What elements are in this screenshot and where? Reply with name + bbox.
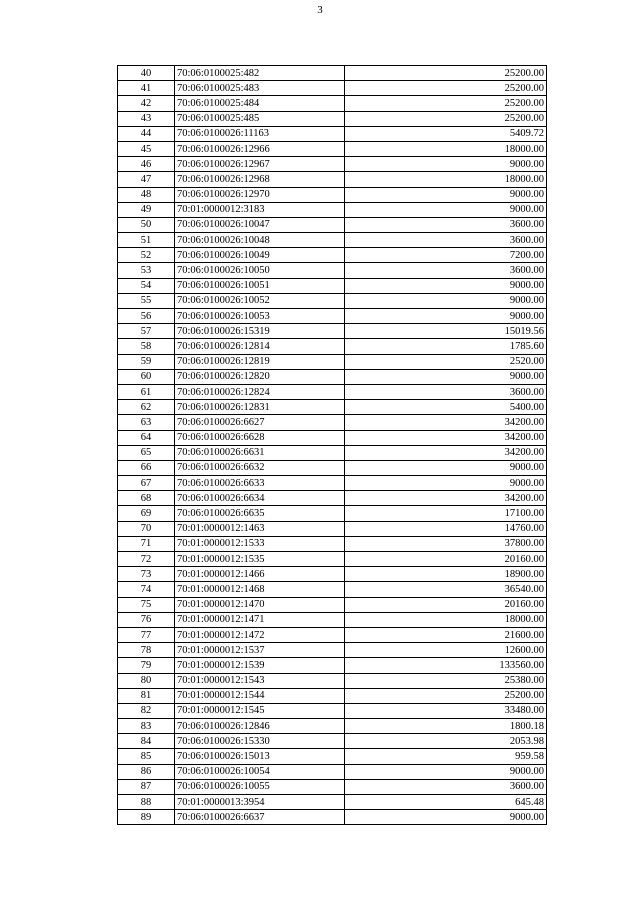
row-number-cell: 73 xyxy=(118,567,175,582)
value-cell: 9000.00 xyxy=(345,278,547,293)
cadastral-number-cell: 70:01:0000012:1472 xyxy=(175,627,345,642)
row-number-cell: 64 xyxy=(118,430,175,445)
cadastral-number-cell: 70:06:0100026:10047 xyxy=(175,217,345,232)
value-cell: 3600.00 xyxy=(345,217,547,232)
value-cell: 9000.00 xyxy=(345,187,547,202)
value-cell: 34200.00 xyxy=(345,491,547,506)
value-cell: 9000.00 xyxy=(345,476,547,491)
table-row xyxy=(118,111,547,126)
value-cell: 18000.00 xyxy=(345,172,547,187)
table-row xyxy=(118,126,547,141)
row-number-cell: 50 xyxy=(118,217,175,232)
cadastral-number-cell: 70:01:0000012:1544 xyxy=(175,688,345,703)
table-row xyxy=(118,96,547,111)
table-row xyxy=(118,567,547,582)
cadastral-number-cell: 70:01:0000012:1537 xyxy=(175,643,345,658)
table-row xyxy=(118,248,547,263)
value-cell: 9000.00 xyxy=(345,309,547,324)
value-cell: 5400.00 xyxy=(345,400,547,415)
table-row xyxy=(118,597,547,612)
row-number-cell: 63 xyxy=(118,415,175,430)
cadastral-number-cell: 70:06:0100026:10054 xyxy=(175,764,345,779)
row-number-cell: 45 xyxy=(118,141,175,156)
cadastral-number-cell: 70:01:0000012:1466 xyxy=(175,567,345,582)
cadastral-number-cell: 70:06:0100025:482 xyxy=(175,66,345,81)
row-number-cell: 60 xyxy=(118,369,175,384)
cadastral-number-cell: 70:06:0100025:484 xyxy=(175,96,345,111)
table-row xyxy=(118,354,547,369)
value-cell: 25200.00 xyxy=(345,688,547,703)
row-number-cell: 43 xyxy=(118,111,175,126)
value-cell: 18900.00 xyxy=(345,567,547,582)
table-row xyxy=(118,369,547,384)
value-cell: 2053.98 xyxy=(345,734,547,749)
table-row xyxy=(118,263,547,278)
cadastral-number-cell: 70:06:0100026:6633 xyxy=(175,476,345,491)
value-cell: 25200.00 xyxy=(345,81,547,96)
table-row xyxy=(118,643,547,658)
table-row xyxy=(118,202,547,217)
value-cell: 34200.00 xyxy=(345,415,547,430)
cadastral-number-cell: 70:01:0000012:1543 xyxy=(175,673,345,688)
table-row xyxy=(118,384,547,399)
table-row xyxy=(118,582,547,597)
cadastral-number-cell: 70:01:0000012:1468 xyxy=(175,582,345,597)
value-cell: 9000.00 xyxy=(345,460,547,475)
value-cell: 15019.56 xyxy=(345,324,547,339)
row-number-cell: 57 xyxy=(118,324,175,339)
row-number-cell: 71 xyxy=(118,536,175,551)
cadastral-number-cell: 70:06:0100026:12820 xyxy=(175,369,345,384)
cadastral-number-cell: 70:06:0100026:10051 xyxy=(175,278,345,293)
cadastral-number-cell: 70:06:0100026:6637 xyxy=(175,810,345,825)
row-number-cell: 70 xyxy=(118,521,175,536)
cadastral-number-cell: 70:06:0100026:6628 xyxy=(175,430,345,445)
table-row xyxy=(118,476,547,491)
value-cell: 3600.00 xyxy=(345,384,547,399)
row-number-cell: 61 xyxy=(118,384,175,399)
row-number-cell: 41 xyxy=(118,81,175,96)
row-number-cell: 83 xyxy=(118,719,175,734)
row-number-cell: 77 xyxy=(118,627,175,642)
cadastral-number-cell: 70:06:0100026:15013 xyxy=(175,749,345,764)
row-number-cell: 87 xyxy=(118,779,175,794)
table-row xyxy=(118,749,547,764)
value-cell: 21600.00 xyxy=(345,627,547,642)
row-number-cell: 81 xyxy=(118,688,175,703)
row-number-cell: 69 xyxy=(118,506,175,521)
row-number-cell: 84 xyxy=(118,734,175,749)
value-cell: 959.58 xyxy=(345,749,547,764)
row-number-cell: 78 xyxy=(118,643,175,658)
cadastral-number-cell: 70:06:0100026:15319 xyxy=(175,324,345,339)
cadastral-number-cell: 70:06:0100025:485 xyxy=(175,111,345,126)
cadastral-number-cell: 70:06:0100026:10049 xyxy=(175,248,345,263)
row-number-cell: 55 xyxy=(118,293,175,308)
value-cell: 20160.00 xyxy=(345,597,547,612)
row-number-cell: 52 xyxy=(118,248,175,263)
table-row xyxy=(118,293,547,308)
cadastral-number-cell: 70:06:0100025:483 xyxy=(175,81,345,96)
table-row xyxy=(118,764,547,779)
cadastral-number-cell: 70:06:0100026:11163 xyxy=(175,126,345,141)
table-row xyxy=(118,460,547,475)
table-row xyxy=(118,491,547,506)
value-cell: 1785.60 xyxy=(345,339,547,354)
table-row xyxy=(118,536,547,551)
value-cell: 37800.00 xyxy=(345,536,547,551)
value-cell: 25200.00 xyxy=(345,111,547,126)
cadastral-number-cell: 70:06:0100026:12831 xyxy=(175,400,345,415)
table-row xyxy=(118,795,547,810)
table-row xyxy=(118,612,547,627)
table-row xyxy=(118,673,547,688)
table-row xyxy=(118,430,547,445)
row-number-cell: 54 xyxy=(118,278,175,293)
value-cell: 34200.00 xyxy=(345,445,547,460)
table-row xyxy=(118,627,547,642)
value-cell: 3600.00 xyxy=(345,263,547,278)
cadastral-number-cell: 70:06:0100026:12819 xyxy=(175,354,345,369)
table-row xyxy=(118,779,547,794)
value-cell: 34200.00 xyxy=(345,430,547,445)
row-number-cell: 40 xyxy=(118,66,175,81)
cadastral-number-cell: 70:06:0100026:12846 xyxy=(175,719,345,734)
cadastral-number-cell: 70:06:0100026:12814 xyxy=(175,339,345,354)
value-cell: 645.48 xyxy=(345,795,547,810)
cadastral-number-cell: 70:06:0100026:6627 xyxy=(175,415,345,430)
cadastral-number-cell: 70:01:0000012:1471 xyxy=(175,612,345,627)
table-row xyxy=(118,278,547,293)
row-number-cell: 67 xyxy=(118,476,175,491)
cadastral-number-cell: 70:06:0100026:10053 xyxy=(175,309,345,324)
cadastral-table xyxy=(117,65,547,825)
cadastral-number-cell: 70:01:0000012:1533 xyxy=(175,536,345,551)
row-number-cell: 68 xyxy=(118,491,175,506)
table-row xyxy=(118,309,547,324)
cadastral-number-cell: 70:06:0100026:12966 xyxy=(175,141,345,156)
row-number-cell: 42 xyxy=(118,96,175,111)
cadastral-number-cell: 70:06:0100026:12824 xyxy=(175,384,345,399)
table-row xyxy=(118,324,547,339)
table-row xyxy=(118,521,547,536)
row-number-cell: 46 xyxy=(118,157,175,172)
table-row xyxy=(118,703,547,718)
row-number-cell: 75 xyxy=(118,597,175,612)
row-number-cell: 59 xyxy=(118,354,175,369)
value-cell: 17100.00 xyxy=(345,506,547,521)
value-cell: 9000.00 xyxy=(345,157,547,172)
cadastral-number-cell: 70:01:0000012:3183 xyxy=(175,202,345,217)
row-number-cell: 85 xyxy=(118,749,175,764)
row-number-cell: 74 xyxy=(118,582,175,597)
value-cell: 25200.00 xyxy=(345,96,547,111)
cadastral-number-cell: 70:01:0000012:1539 xyxy=(175,658,345,673)
value-cell: 18000.00 xyxy=(345,612,547,627)
table-row xyxy=(118,719,547,734)
cadastral-number-cell: 70:06:0100026:6632 xyxy=(175,460,345,475)
table-row xyxy=(118,658,547,673)
value-cell: 5409.72 xyxy=(345,126,547,141)
page-number: 3 xyxy=(317,4,323,16)
cadastral-number-cell: 70:01:0000013:3954 xyxy=(175,795,345,810)
value-cell: 20160.00 xyxy=(345,552,547,567)
table-row xyxy=(118,688,547,703)
cadastral-number-cell: 70:06:0100026:10055 xyxy=(175,779,345,794)
table-row xyxy=(118,415,547,430)
row-number-cell: 56 xyxy=(118,309,175,324)
table-row xyxy=(118,339,547,354)
table-row xyxy=(118,445,547,460)
table-row xyxy=(118,81,547,96)
value-cell: 33480.00 xyxy=(345,703,547,718)
table-row xyxy=(118,810,547,825)
table-body xyxy=(118,66,547,825)
row-number-cell: 66 xyxy=(118,460,175,475)
row-number-cell: 65 xyxy=(118,445,175,460)
cadastral-number-cell: 70:06:0100026:6634 xyxy=(175,491,345,506)
row-number-cell: 51 xyxy=(118,233,175,248)
table-row xyxy=(118,734,547,749)
row-number-cell: 89 xyxy=(118,810,175,825)
table-row xyxy=(118,217,547,232)
value-cell: 9000.00 xyxy=(345,369,547,384)
row-number-cell: 44 xyxy=(118,126,175,141)
row-number-cell: 53 xyxy=(118,263,175,278)
cadastral-number-cell: 70:06:0100026:6635 xyxy=(175,506,345,521)
row-number-cell: 80 xyxy=(118,673,175,688)
cadastral-number-cell: 70:06:0100026:15330 xyxy=(175,734,345,749)
row-number-cell: 58 xyxy=(118,339,175,354)
value-cell: 1800.18 xyxy=(345,719,547,734)
row-number-cell: 86 xyxy=(118,764,175,779)
value-cell: 14760.00 xyxy=(345,521,547,536)
cadastral-number-cell: 70:01:0000012:1545 xyxy=(175,703,345,718)
row-number-cell: 79 xyxy=(118,658,175,673)
value-cell: 7200.00 xyxy=(345,248,547,263)
table-row xyxy=(118,66,547,81)
value-cell: 9000.00 xyxy=(345,810,547,825)
value-cell: 3600.00 xyxy=(345,779,547,794)
cadastral-number-cell: 70:06:0100026:12968 xyxy=(175,172,345,187)
value-cell: 9000.00 xyxy=(345,764,547,779)
value-cell: 9000.00 xyxy=(345,202,547,217)
cadastral-number-cell: 70:01:0000012:1535 xyxy=(175,552,345,567)
cadastral-number-cell: 70:01:0000012:1470 xyxy=(175,597,345,612)
row-number-cell: 76 xyxy=(118,612,175,627)
row-number-cell: 48 xyxy=(118,187,175,202)
row-number-cell: 47 xyxy=(118,172,175,187)
table-row xyxy=(118,400,547,415)
value-cell: 2520.00 xyxy=(345,354,547,369)
value-cell: 9000.00 xyxy=(345,293,547,308)
cadastral-number-cell: 70:01:0000012:1463 xyxy=(175,521,345,536)
value-cell: 18000.00 xyxy=(345,141,547,156)
cadastral-number-cell: 70:06:0100026:10050 xyxy=(175,263,345,278)
table-row xyxy=(118,157,547,172)
table-row xyxy=(118,187,547,202)
value-cell: 25380.00 xyxy=(345,673,547,688)
value-cell: 36540.00 xyxy=(345,582,547,597)
cadastral-number-cell: 70:06:0100026:12970 xyxy=(175,187,345,202)
table-row xyxy=(118,141,547,156)
value-cell: 3600.00 xyxy=(345,233,547,248)
value-cell: 133560.00 xyxy=(345,658,547,673)
cadastral-number-cell: 70:06:0100026:10052 xyxy=(175,293,345,308)
cadastral-number-cell: 70:06:0100026:12967 xyxy=(175,157,345,172)
table-row xyxy=(118,552,547,567)
row-number-cell: 72 xyxy=(118,552,175,567)
table-row xyxy=(118,506,547,521)
table-row xyxy=(118,172,547,187)
table-row xyxy=(118,233,547,248)
row-number-cell: 82 xyxy=(118,703,175,718)
row-number-cell: 88 xyxy=(118,795,175,810)
row-number-cell: 62 xyxy=(118,400,175,415)
row-number-cell: 49 xyxy=(118,202,175,217)
cadastral-number-cell: 70:06:0100026:10048 xyxy=(175,233,345,248)
value-cell: 25200.00 xyxy=(345,66,547,81)
value-cell: 12600.00 xyxy=(345,643,547,658)
cadastral-number-cell: 70:06:0100026:6631 xyxy=(175,445,345,460)
